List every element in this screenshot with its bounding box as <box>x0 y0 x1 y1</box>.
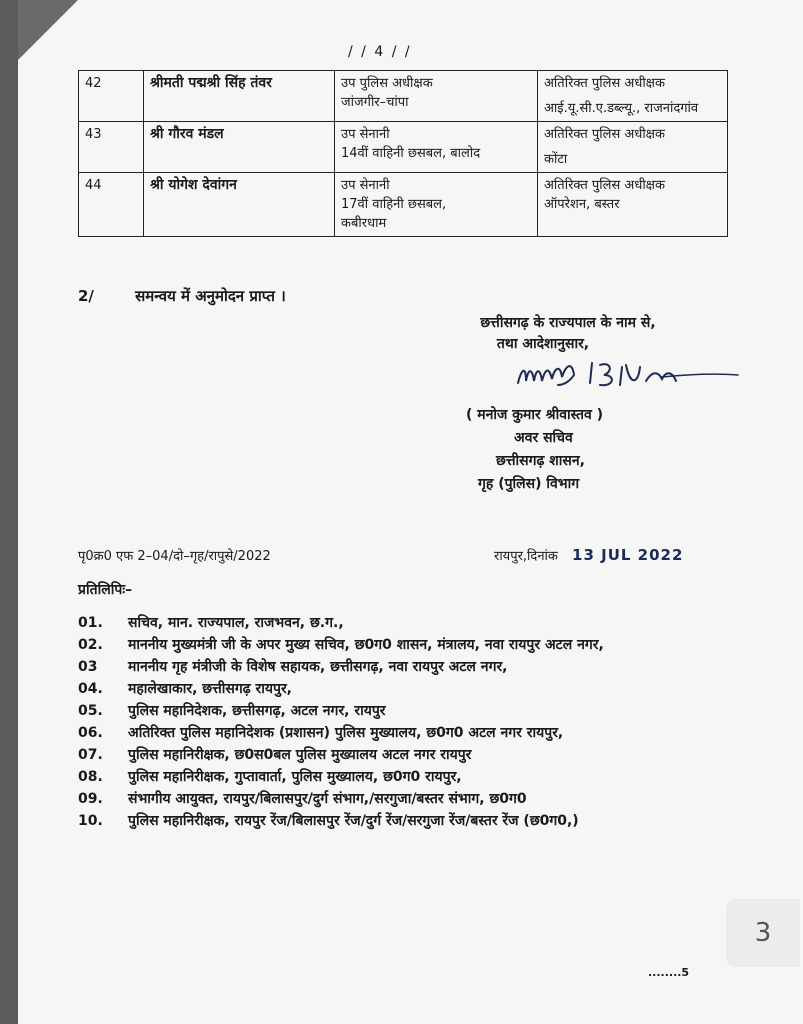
list-item: 06. अतिरिक्त पुलिस महानिदेशक (प्रशासन) पुलिस मुख्यालय, छ0ग0 अटल नगर रायपुर, <box>78 725 564 741</box>
list-item: 08. पुलिस महानिरीक्षक, गुप्तावार्ता, पुलिस मुख्यालय, छ0ग0 रायपुर, <box>78 769 462 785</box>
new-posting: अतिरिक्त पुलिस अधीक्षक कोंटा <box>538 122 728 173</box>
list-item: 10. पुलिस महानिरीक्षक, रायपुर रेंज/बिलासपुर रेंज/दुर्ग रेंज/सरगुजा रेंज/बस्तर रेंज (छ0ग0,) <box>78 813 579 829</box>
new-posting: अतिरिक्त पुलिस अधीक्षक ऑपरेशन, बस्तर <box>538 173 728 237</box>
posting-table <box>78 70 728 237</box>
list-item: 01. सचिव, मान. राज्यपाल, राजभवन, छ.ग., <box>78 615 344 631</box>
list-item: 05. पुलिस महानिदेशक, छत्तीसगढ़, अटल नगर, रायपुर <box>78 703 386 719</box>
signature-authority <box>408 313 708 355</box>
handwritten-signature <box>512 355 742 403</box>
approval-note <box>78 286 286 306</box>
place-date-label: रायपुर,दिनांक <box>494 549 558 564</box>
list-item: 09. संभागीय आयुक्त, रायपुर/बिलासपुर/दुर्ग संभाग,/सरगुजा/बस्तर संभाग, छ0ग0 <box>78 791 527 807</box>
reference-number: पृ0क्र0 एफ 2–04/दो–गृह/रापुसे/2022 <box>78 549 271 564</box>
place-date <box>494 546 683 564</box>
approval-text: समन्वय में अनुमोदन प्राप्त । <box>135 287 286 305</box>
copy-to-title: प्रतिलिपिः– <box>78 582 133 598</box>
officer-name: श्री योगेश देवांगन <box>144 173 335 237</box>
page-number-badge[interactable]: 3 <box>726 899 800 967</box>
department-name: गृह (पुलिस) विभाग <box>478 476 580 492</box>
governor-line: छत्तीसगढ़ के राज्यपाल के नाम से, <box>480 315 656 331</box>
table-row <box>79 122 728 173</box>
list-item: 04. महालेखाकार, छत्तीसगढ़ रायपुर, <box>78 681 292 697</box>
continued-marker: ........5 <box>648 966 690 979</box>
current-posting: उप पुलिस अधीक्षक जांजगीर–चांपा <box>335 71 538 122</box>
current-posting: उप सेनानी 17वीं वाहिनी छसबल, कबीरधाम <box>335 173 538 237</box>
table-row <box>79 173 728 237</box>
signatory-designation: अवर सचिव <box>514 430 573 446</box>
table-row <box>79 71 728 122</box>
page-marker: / / 4 / / <box>348 44 412 60</box>
copy-to-list <box>78 614 690 834</box>
current-posting: उप सेनानी 14वीं वाहिनी छसबल, बालोद <box>335 122 538 173</box>
row-number: 44 <box>79 173 144 237</box>
page-corner-fold <box>18 0 78 60</box>
order-line: तथा आदेशानुसार, <box>496 336 590 352</box>
list-item: 07. पुलिस महानिरीक्षक, छ0स0बल पुलिस मुख्यालय अटल नगर रायपुर <box>78 747 472 763</box>
reference-line <box>78 546 718 564</box>
list-item: 02. माननीय मुख्यमंत्री जी के अपर मुख्य सचिव, छ0ग0 शासन, मंत्रालय, नवा रायपुर अटल नगर, <box>78 637 604 653</box>
signatory-name: ( मनोज कुमार श्रीवास्तव ) <box>466 407 604 423</box>
date-stamp: 13 JUL 2022 <box>572 546 684 564</box>
row-number: 43 <box>79 122 144 173</box>
new-posting: अतिरिक्त पुलिस अधीक्षक आई.यू.सी.ए.डब्ल्यू., राजनांदगांव <box>538 71 728 122</box>
approval-number: 2/ <box>78 287 94 305</box>
list-item: 03 माननीय गृह मंत्रीजी के विशेष सहायक, छत्तीसगढ़, नवा रायपुर अटल नगर, <box>78 659 508 675</box>
signatory-details <box>466 404 603 496</box>
government-name: छत्तीसगढ़ शासन, <box>496 453 585 469</box>
row-number: 42 <box>79 71 144 122</box>
officer-name: श्रीमती पद्मश्री सिंह तंवर <box>144 71 335 122</box>
officer-name: श्री गौरव मंडल <box>144 122 335 173</box>
